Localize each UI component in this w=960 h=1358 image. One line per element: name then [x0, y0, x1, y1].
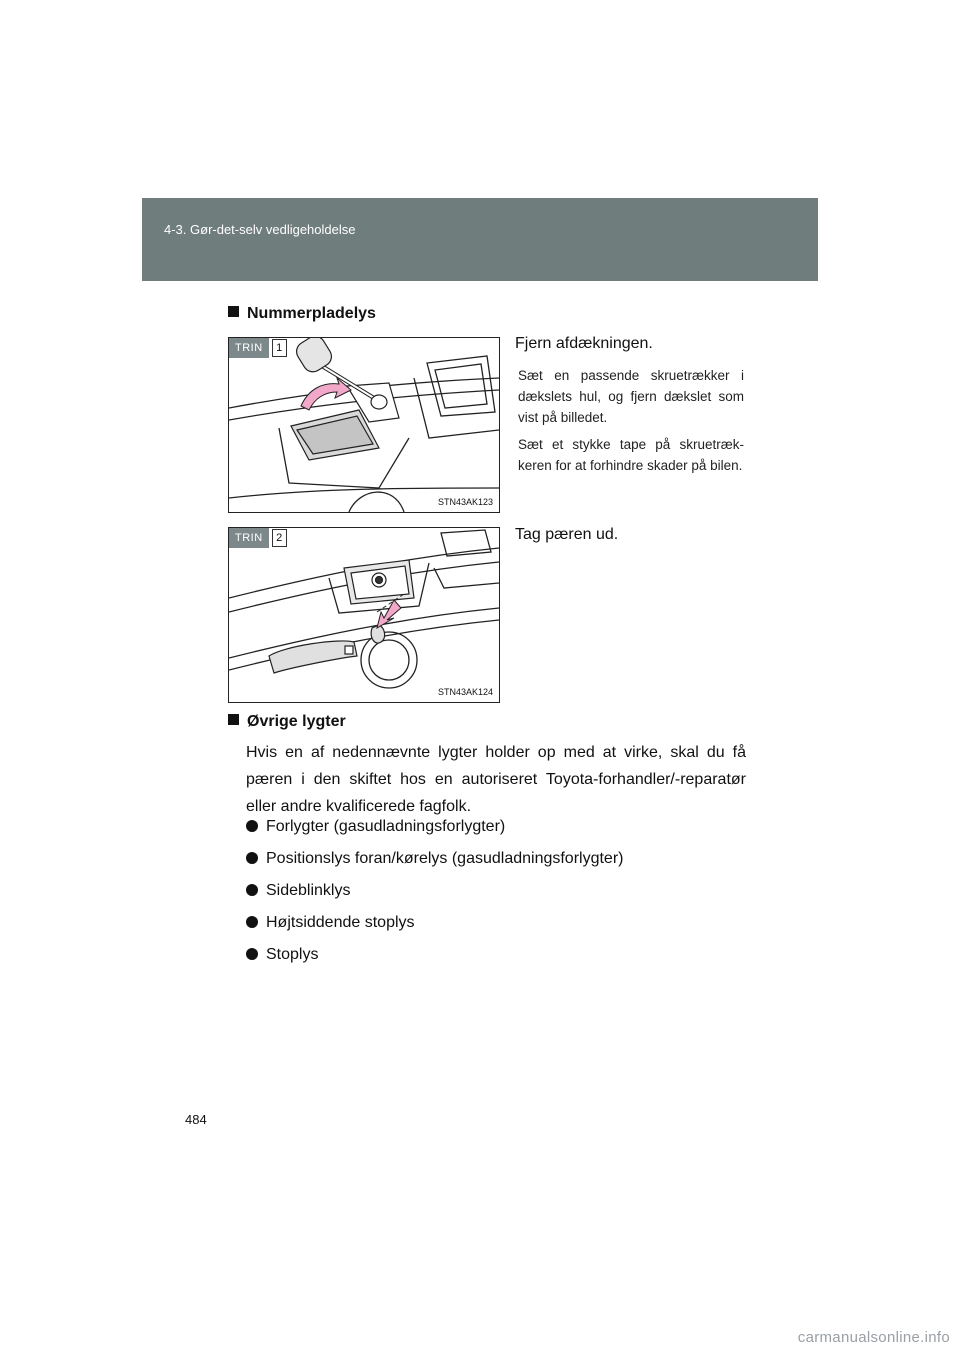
bullet-dot-icon	[246, 820, 258, 832]
square-bullet-icon	[228, 306, 239, 317]
step-1-instruction: Fjern afdækningen.	[515, 335, 653, 352]
step-badge-label: TRIN	[229, 528, 269, 548]
figure-step-1	[228, 337, 500, 513]
list-item: Forlygter (gasudladningsforlygter)	[246, 818, 505, 836]
bullet-dot-icon	[246, 948, 258, 960]
list-item: Stoplys	[246, 946, 318, 964]
remove-cover-illustration	[229, 338, 499, 512]
watermark: carmanualsonline.info	[797, 1329, 950, 1346]
section-title-license-light: Nummerpladelys	[228, 305, 376, 323]
step-badge-label: TRIN	[229, 338, 269, 358]
page-number: 484	[185, 1112, 207, 1127]
bullet-dot-icon	[246, 916, 258, 928]
chapter-title: 4-3. Gør-det-selv vedligeholdelse	[164, 222, 356, 237]
step-badge-2	[229, 528, 287, 548]
step-2-instruction: Tag pæren ud.	[515, 526, 619, 543]
step-badge-number: 2	[272, 529, 287, 547]
bullet-dot-icon	[246, 852, 258, 864]
list-item: Højtsiddende stoplys	[246, 914, 415, 932]
bullet-dot-icon	[246, 884, 258, 896]
figure-code: STN43AK124	[437, 687, 493, 697]
step-1-note-2: Sæt et stykke tape på skruetræk-keren for at forhindre skader på bilen.	[518, 437, 744, 473]
chapter-header	[142, 198, 818, 281]
step-1-note-1: Sæt en passende skruetrækker i dækslets hul, og fjern dækslet som vist på billedet.	[518, 368, 744, 425]
figure-code: STN43AK123	[437, 497, 493, 507]
step-badge-1	[229, 338, 287, 358]
figure-step-2	[228, 527, 500, 703]
step-badge-number: 1	[272, 339, 287, 357]
section-title-other-lights: Øvrige lygter	[228, 713, 346, 731]
list-item: Sideblinklys	[246, 882, 350, 900]
square-bullet-icon	[228, 714, 239, 725]
other-lights-paragraph: Hvis en af nedennævnte lygter holder op med at virke, skal du få pæren i den skiftet hos en autoriseret Toyota-forhandler/-reparatør eller andre kvalificerede fagfolk.	[246, 744, 746, 815]
remove-bulb-illustration	[229, 528, 499, 702]
list-item: Positionslys foran/kørelys (gasudladningsforlygter)	[246, 850, 623, 868]
